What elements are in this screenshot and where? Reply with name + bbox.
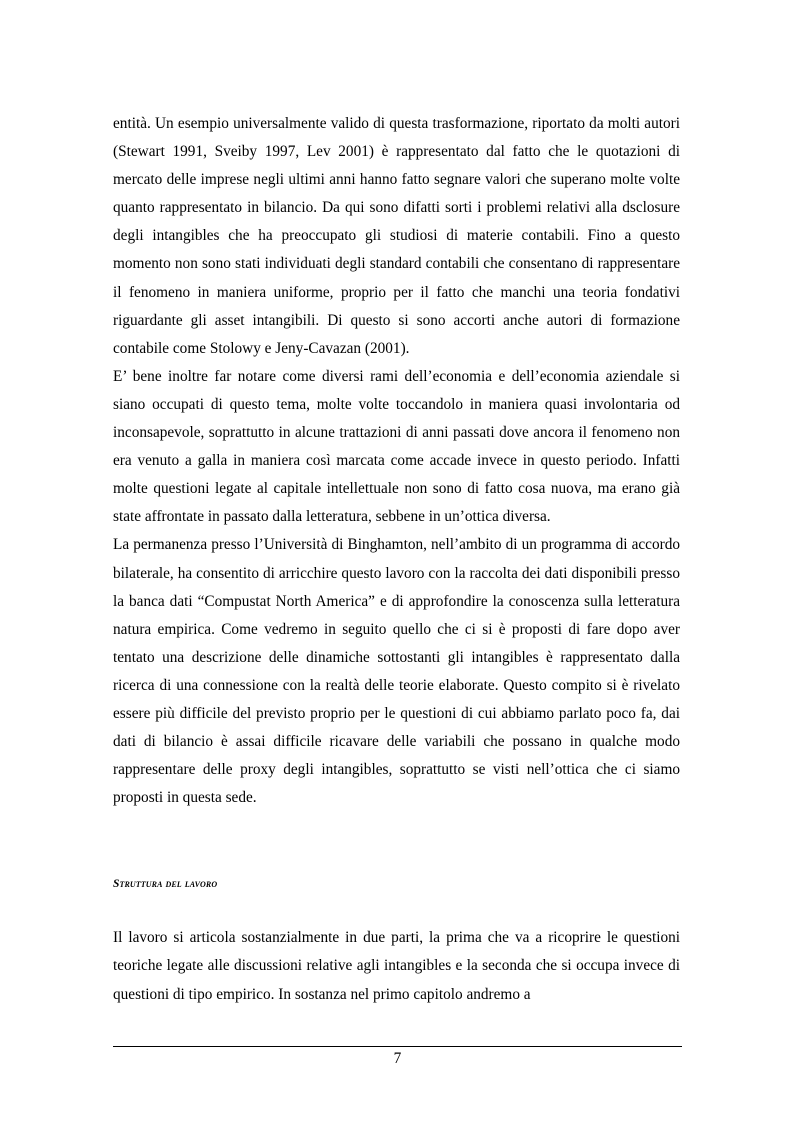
section-heading: Struttura del lavoro <box>113 878 218 891</box>
page-number: 7 <box>393 1050 402 1067</box>
body-paragraph-2: E’ bene inoltre far notare come diversi rami dell’economia e dell’economia aziendale si siano occupati di questo tema, molte volte toccandolo in maniera quasi involontaria od inconsapevole, soprattutto in alcune trattazioni di anni passati dove ancora il fenomeno non era venuto a galla in maniera così marcata come accade invece in questo periodo. Infatti molte questioni legate al capitale intellettuale non sono di fatto cosa nuova, ma erano già state affrontate in passato dalla letteratura, sebbene in un’ottica diversa. <box>113 367 680 526</box>
footer-rule <box>113 1046 682 1047</box>
page-body <box>113 110 680 1009</box>
body-paragraph-3: La permanenza presso l’Università di Binghamton, nell’ambito di un programma di accordo bilaterale, ha consentito di arricchire questo lavoro con la raccolta dei dati disponibili presso la banca dati “Compustat North America” e di approfondire la conoscenza sulla letteratura natura empirica. Come vedremo in seguito quello che ci si è proposti di fare dopo aver tentato una descrizione delle dinamiche sottostanti gli intangibles è rappresentato dalla ricerca di una connessione con la realtà delle teorie elaborate. Questo compito si è rivelato essere più difficile del previsto proprio per le questioni di cui abbiamo parlato poco fa, dai dati di bilancio è assai difficile ricavare delle variabili che possano in qualche modo rappresentare delle proxy degli intangibles, soprattutto se visti nell’ottica che ci siamo proposti in questa sede. <box>113 536 680 807</box>
body-paragraph-1: entità. Un esempio universalmente valido di questa trasformazione, riportato da molti autori (Stewart 1991, Sveiby 1997, Lev 2001) è rappresentato dal fatto che le quotazioni di mercato delle imprese negli ultimi anni hanno fatto segnare valori che superano molte volte quanto rappresentato in bilancio. Da qui sono difatti sorti i problemi relativi alla dsclosure degli intangibles che ha preoccupato gli studiosi di materie contabili. Fino a questo momento non sono stati individuati degli standard contabili che consentano di rappresentare il fenomeno in maniera uniforme, proprio per il fatto che manchi una teoria fondativi riguardante gli asset intangibili. Di questo si sono accorti anche autori di formazione contabile come Stolowy e Jeny-Cavazan (2001). <box>113 115 680 357</box>
section-paragraph: Il lavoro si articola sostanzialmente in due parti, la prima che va a ricoprire le questioni teoriche legate alle discussioni relative agli intangibles e la seconda che si occupa invece di questioni di tipo empirico. In sostanza nel primo capitolo andremo a <box>113 929 680 1003</box>
